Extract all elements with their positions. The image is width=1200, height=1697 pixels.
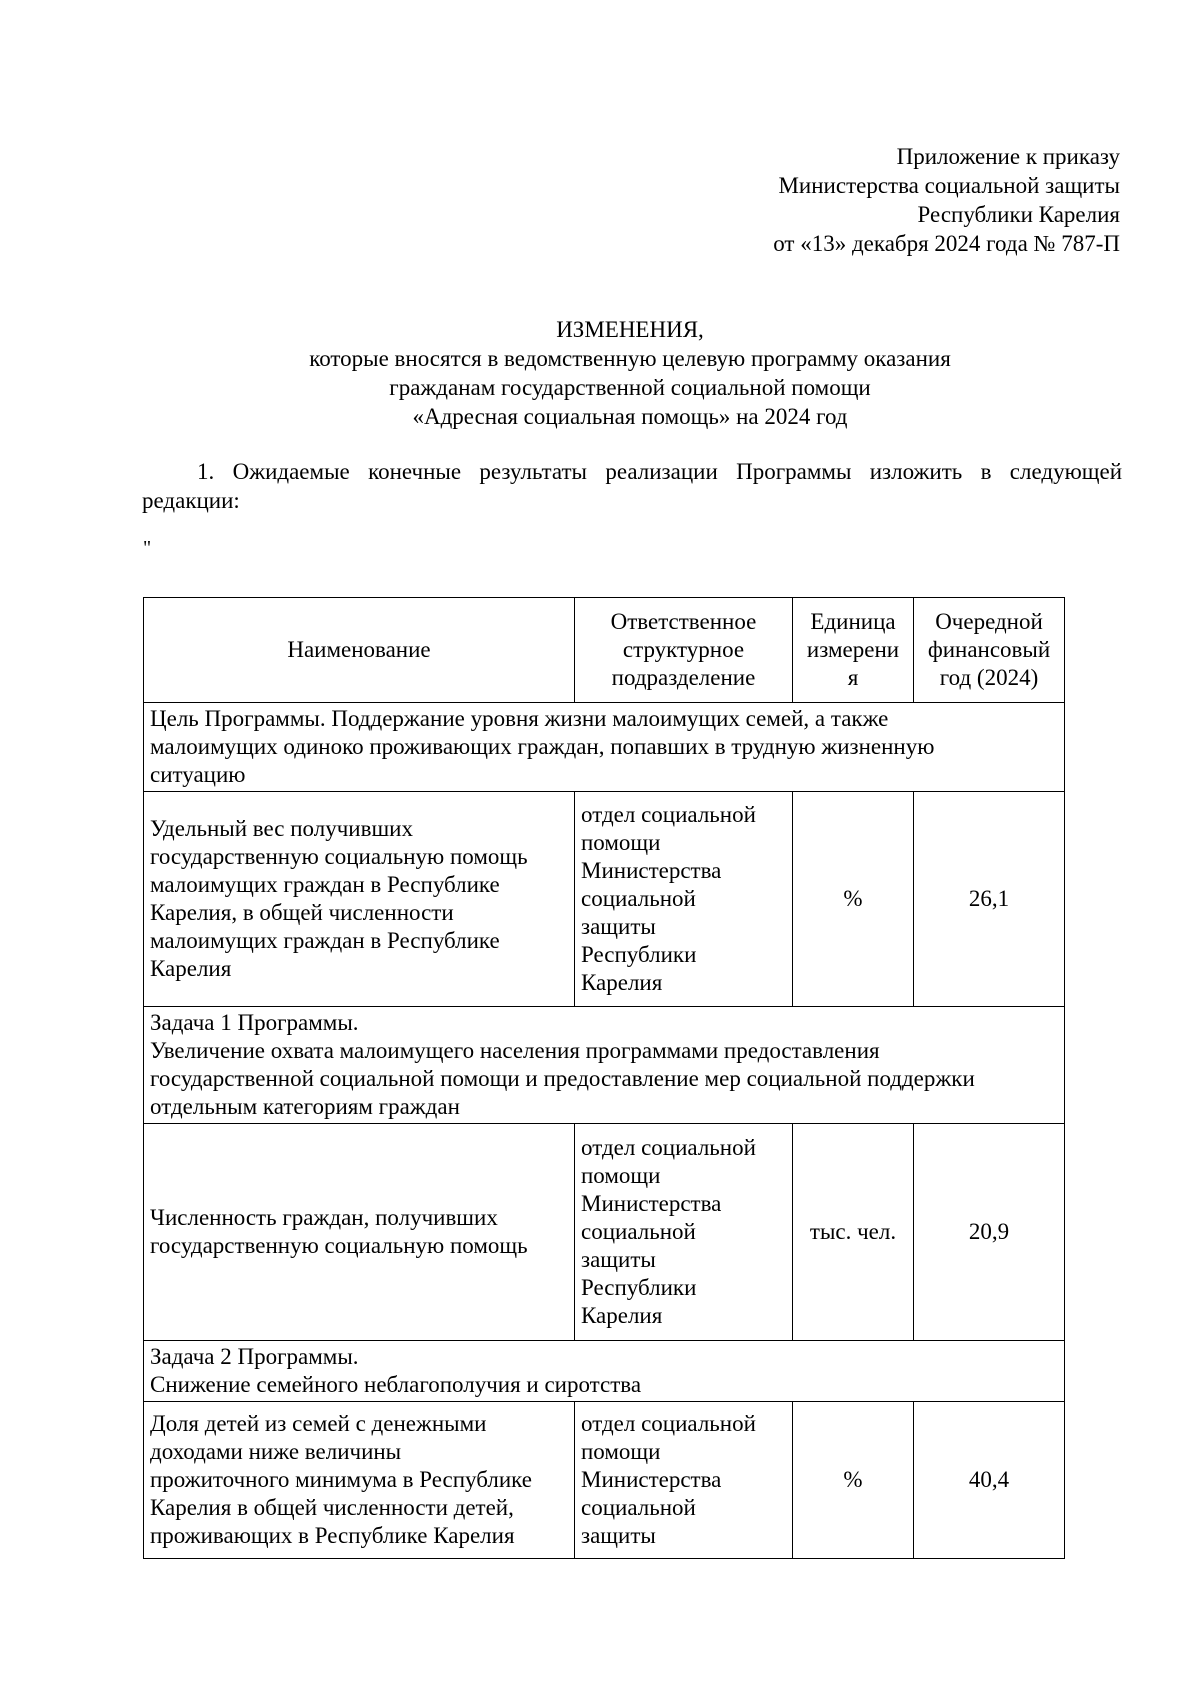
row2-value: 20,9	[914, 1124, 1065, 1341]
title-line-1: которые вносятся в ведомственную целевую программу оказания	[309, 346, 951, 371]
cell-line: Карелия	[581, 970, 663, 995]
row1-value: 26,1	[914, 792, 1065, 1007]
cell-line: социальной	[581, 1219, 696, 1244]
cell-line: помощи	[581, 830, 661, 855]
cell-line: Республики	[581, 1275, 697, 1300]
header-unit	[793, 598, 914, 703]
cell-line: малоимущих граждан в Республике	[150, 928, 500, 953]
cell-line: Карелия в общей численности детей,	[150, 1495, 514, 1520]
goal-line: малоимущих одиноко проживающих граждан, попавших в трудную жизненную	[150, 734, 935, 759]
cell-line: отдел социальной	[581, 1411, 756, 1436]
task2-cell	[144, 1341, 1065, 1402]
cell-line: малоимущих граждан в Республике	[150, 872, 500, 897]
header-responsible-line: подразделение	[611, 665, 756, 690]
appendix-line-2: Министерства социальной защиты	[778, 173, 1120, 198]
goal-line: ситуацию	[150, 762, 246, 787]
table-row	[144, 1124, 1065, 1341]
row1-name	[144, 792, 575, 1007]
row3-name	[144, 1402, 575, 1559]
cell-line: Министерства	[581, 1191, 722, 1216]
title-line-2: гражданам государственной социальной помощи	[389, 375, 871, 400]
row3-unit: %	[793, 1402, 914, 1559]
cell-line: Карелия, в общей численности	[150, 900, 454, 925]
task1-row	[144, 1007, 1065, 1124]
task1-line: отдельным категориям граждан	[150, 1094, 460, 1119]
cell-line: прожиточного минимума в Республике	[150, 1467, 532, 1492]
cell-line: защиты	[581, 1523, 656, 1548]
table-row	[144, 1402, 1065, 1559]
cell-line: отдел социальной	[581, 802, 756, 827]
row3-value: 40,4	[914, 1402, 1065, 1559]
header-unit-line: измерени	[806, 637, 900, 662]
header-responsible	[575, 598, 793, 703]
appendix-reference	[520, 142, 1120, 258]
cell-line: Карелия	[150, 956, 232, 981]
appendix-line-4: от «13» декабря 2024 года № 787-П	[773, 231, 1120, 256]
quote-mark: "	[143, 537, 152, 559]
table-row	[144, 792, 1065, 1007]
cell-line: Удельный вес получивших	[150, 816, 413, 841]
row2-name	[144, 1124, 575, 1341]
row3-responsible	[575, 1402, 793, 1559]
cell-line: Республики	[581, 942, 697, 967]
row1-unit: %	[793, 792, 914, 1007]
task1-line: государственной социальной помощи и предоставление мер социальной поддержки	[150, 1066, 975, 1091]
row2-responsible	[575, 1124, 793, 1341]
cell-line: Численность граждан, получивших	[150, 1205, 498, 1230]
cell-line: Карелия	[581, 1303, 663, 1328]
cell-line: государственную социальную помощь	[150, 1233, 528, 1258]
cell-line: социальной	[581, 1495, 696, 1520]
paragraph-1: 1. Ожидаемые конечные результаты реализации Программы изложить в следующей редакции:	[142, 459, 1122, 513]
results-table	[143, 597, 1065, 1559]
appendix-line-1: Приложение к приказу	[896, 144, 1120, 169]
header-responsible-line: структурное	[622, 637, 745, 662]
cell-line: доходами ниже величины	[150, 1439, 402, 1464]
title-line-3: «Адресная социальная помощь» на 2024 год	[412, 404, 848, 429]
header-unit-line: я	[847, 665, 859, 690]
task1-line: Задача 1 Программы.	[150, 1010, 359, 1035]
task2-line: Снижение семейного неблагополучия и сиротства	[150, 1372, 642, 1397]
task1-cell	[144, 1007, 1065, 1124]
task1-line: Увеличение охвата малоимущего населения программами предоставления	[150, 1038, 880, 1063]
task2-row	[144, 1341, 1065, 1402]
cell-line: проживающих в Республике Карелия	[150, 1523, 515, 1548]
header-responsible-line: Ответственное	[610, 609, 757, 634]
header-year-line: Очередной	[935, 609, 1043, 634]
row1-responsible	[575, 792, 793, 1007]
goal-line: Цель Программы. Поддержание уровня жизни малоимущих семей, а также	[150, 706, 889, 731]
cell-line: помощи	[581, 1163, 661, 1188]
cell-line: Министерства	[581, 858, 722, 883]
cell-line: государственную социальную помощь	[150, 844, 528, 869]
goal-row	[144, 703, 1065, 792]
row2-unit: тыс. чел.	[793, 1124, 914, 1341]
title-heading: ИЗМЕНЕНИЯ,	[556, 317, 704, 342]
appendix-line-3: Республики Карелия	[917, 202, 1120, 227]
table-header-row	[144, 598, 1065, 703]
header-year-line: финансовый	[927, 637, 1051, 662]
cell-line: Доля детей из семей с денежными	[150, 1411, 487, 1436]
document-title	[140, 315, 1120, 431]
task2-line: Задача 2 Программы.	[150, 1344, 359, 1369]
goal-cell	[144, 703, 1065, 792]
cell-line: помощи	[581, 1439, 661, 1464]
header-year	[914, 598, 1065, 703]
header-name: Наименование	[144, 598, 575, 703]
header-year-line: год (2024)	[939, 665, 1039, 690]
header-unit-line: Единица	[810, 609, 896, 634]
cell-line: защиты	[581, 1247, 656, 1272]
cell-line: Министерства	[581, 1467, 722, 1492]
cell-line: отдел социальной	[581, 1135, 756, 1160]
cell-line: социальной	[581, 886, 696, 911]
cell-line: защиты	[581, 914, 656, 939]
